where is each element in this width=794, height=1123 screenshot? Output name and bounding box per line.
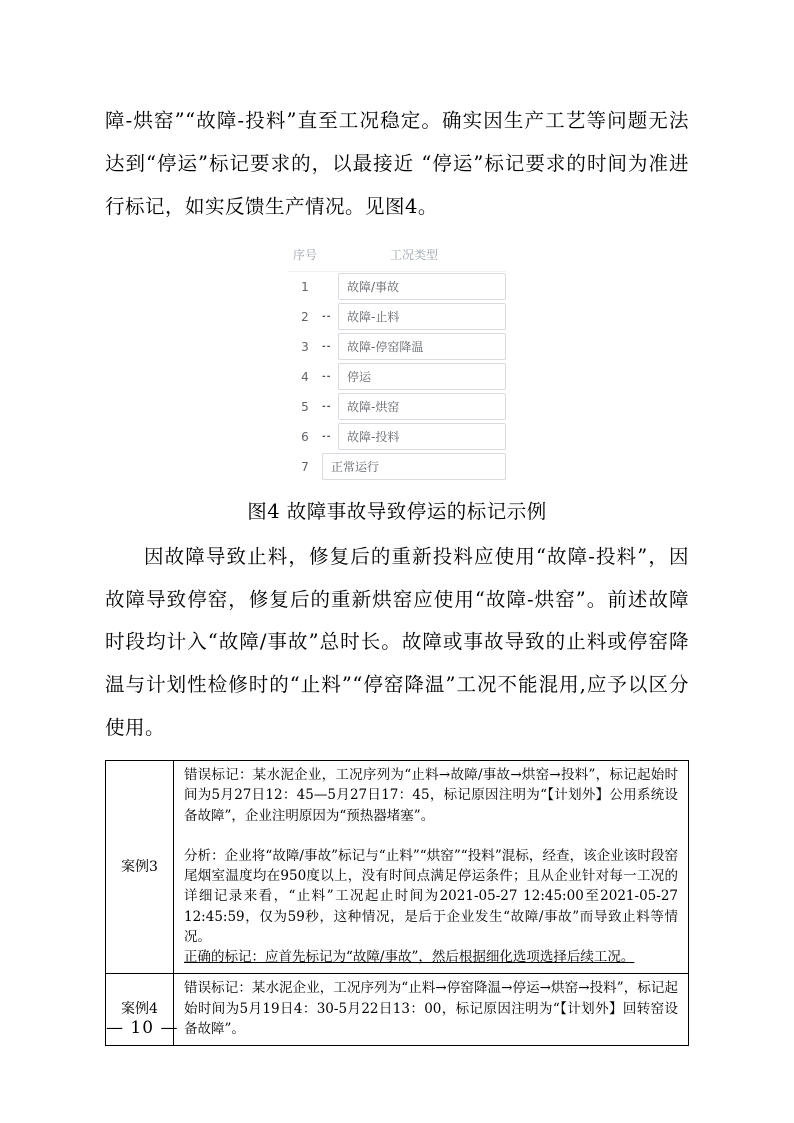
figure-row xyxy=(288,302,506,332)
case-row-4 xyxy=(106,974,689,1046)
row-number: 7 xyxy=(301,459,309,474)
dash-connector: -- xyxy=(322,371,332,382)
figure-row xyxy=(288,392,506,422)
figure-row xyxy=(288,272,506,302)
case3-wrong-marking: 错误标记：某水泥企业，工况序列为“止料→故障/事故→烘窑→投料”，标记起始时间为5月27日12：45—5月27日17：45，标记原因注明为“【计划外】公用系统设备故障”，企业注明原因为“预热器堵塞”。 xyxy=(184,767,678,824)
case-content xyxy=(174,974,689,1046)
header-condition-type: 工况类型 xyxy=(389,247,438,262)
case-table xyxy=(105,760,689,1046)
dash-connector: -- xyxy=(322,431,332,442)
condition-type-field: 故障-止料 xyxy=(338,303,506,330)
case-label: 案例4 xyxy=(106,974,174,1046)
case-label: 案例3 xyxy=(106,761,174,974)
row-number: 1 xyxy=(301,279,309,294)
dash-connector: -- xyxy=(322,311,332,322)
figure-caption: 图4 故障事故导致停运的标记示例 xyxy=(247,499,547,523)
case3-analysis: 分析：企业将“故障/事故”标记与“止料”“烘窑”“投料”混标，经查，该企业该时段窑尾烟室温度均在950度以上，没有时间点满足停运条件；且从企业针对每一工况的详细记录来看，“止料”工况起止时间为2021-05-27 12:45:00至2021-05-27 12:45:59，仅为59秒，这种情况，是后于企业发生“故障/事故”而导致止料等情况。 xyxy=(184,847,678,945)
case-content xyxy=(174,761,689,974)
figure-row xyxy=(288,422,506,452)
condition-type-field: 停运 xyxy=(338,363,506,390)
row-number: 3 xyxy=(301,339,309,354)
dash-connector: -- xyxy=(322,401,332,412)
figure-row xyxy=(288,332,506,362)
dash-connector: -- xyxy=(322,341,332,352)
figure-row xyxy=(288,362,506,392)
condition-type-field: 故障-投料 xyxy=(338,423,506,450)
row-number: 4 xyxy=(301,369,309,384)
paragraph-2: 因故障导致止料，修复后的重新投料应使用“故障-投料”，因故障导致停窑，修复后的重新烘窑应使用“故障-烘窑”。前述故障时段均计入“故障/事故”总时长。故障或事故导致的止料或停窑降温与计划性检修时的“止料”“停窑降温”工况不能混用,应予以区分使用。 xyxy=(105,544,689,740)
condition-type-field: 故障-停窑降温 xyxy=(338,333,506,360)
case4-wrong-marking: 错误标记：某水泥企业，工况序列为“止料→停窑降温→停运→烘窑→投料”，标记起始时间为5月19日4：30-5月22日13：00，标记原因注明为“【计划外】回转窑设备故障”。 xyxy=(184,980,678,1037)
condition-type-field: 故障-烘窑 xyxy=(338,393,506,420)
row-number: 5 xyxy=(301,399,309,414)
row-number: 2 xyxy=(301,309,309,324)
row-number: 6 xyxy=(301,429,309,444)
condition-type-field: 正常运行 xyxy=(322,453,506,480)
figure-table-header xyxy=(288,241,506,272)
header-seq-no: 序号 xyxy=(292,247,317,262)
condition-type-field: 故障/事故 xyxy=(338,273,506,300)
figure-4-screenshot xyxy=(288,241,506,482)
case-row-3 xyxy=(106,761,689,974)
figure-row xyxy=(288,452,506,482)
paragraph-1: 障-烘窑”“故障-投料”直至工况稳定。确实因生产工艺等问题无法达到“停运”标记要求的，以最接近 “停运”标记要求的时间为准进行标记，如实反馈生产情况。见图4。 xyxy=(105,109,689,218)
page-number: — 10 — xyxy=(106,1018,179,1038)
case3-correct-marking: 正确的标记：应首先标记为“故障/事故”，然后根据细化选项选择后续工况。 xyxy=(184,949,635,966)
